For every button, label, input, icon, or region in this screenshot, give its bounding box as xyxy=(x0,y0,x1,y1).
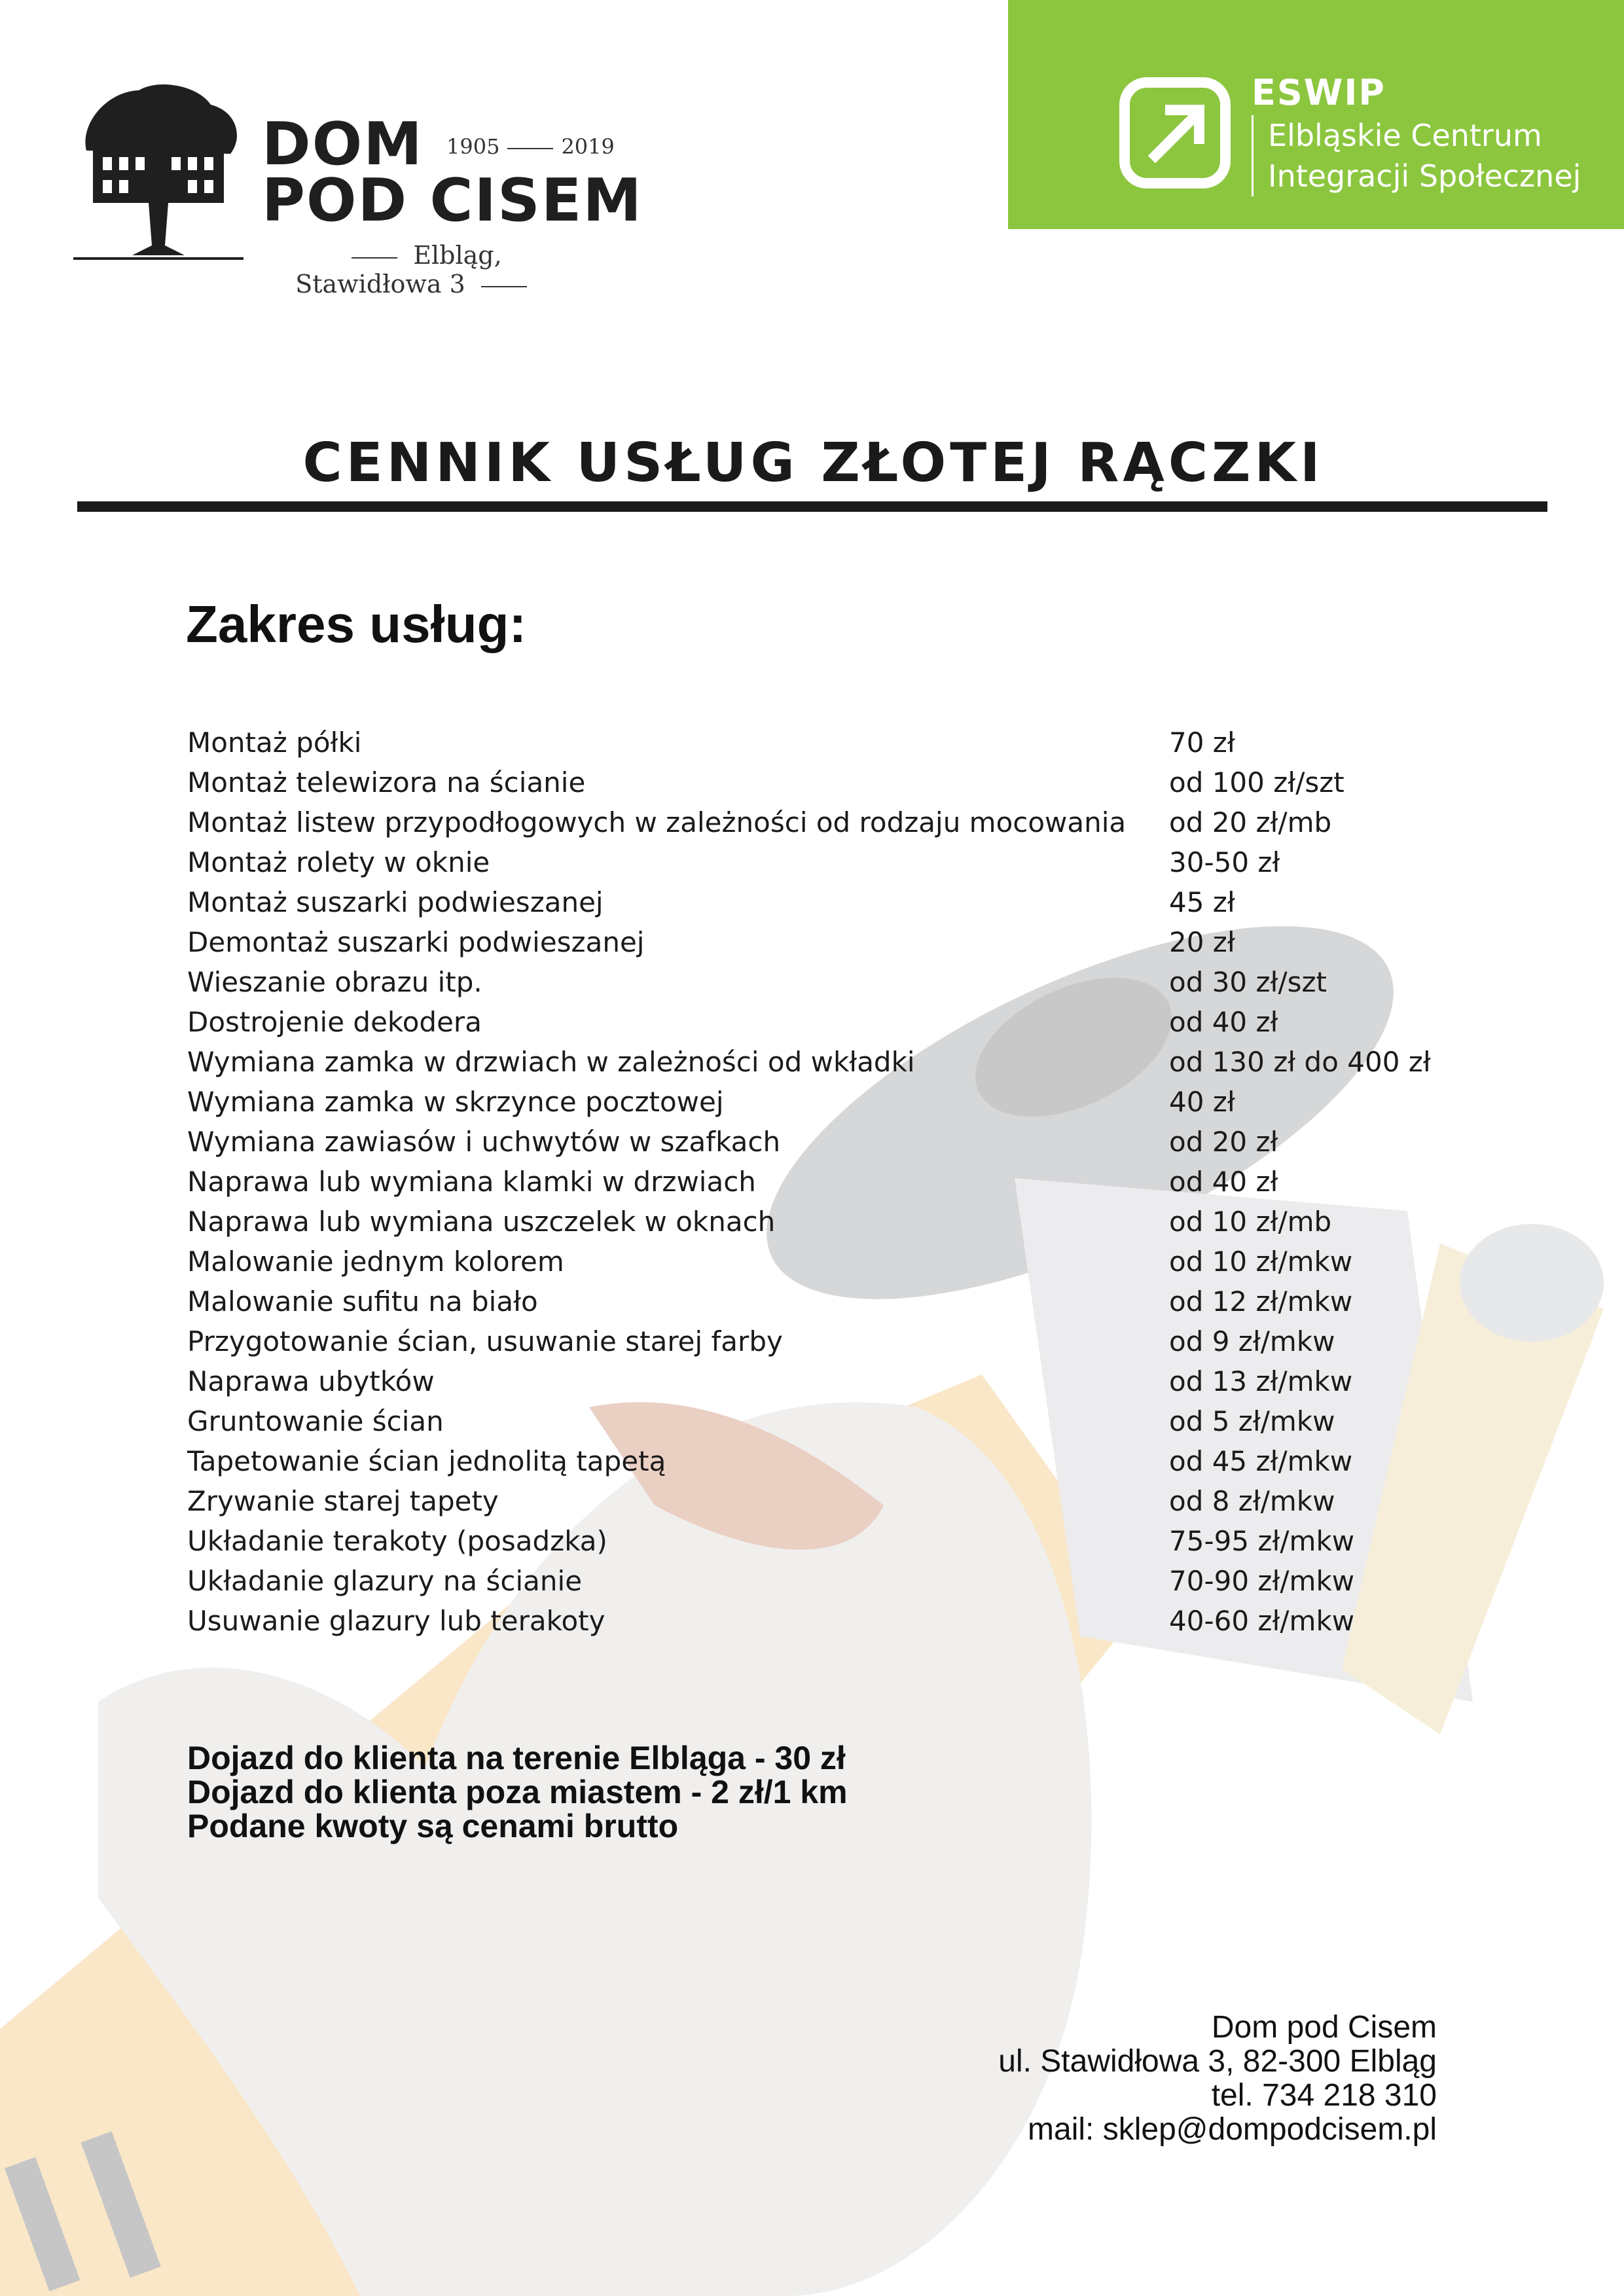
service-row xyxy=(187,1162,1496,1202)
brand-name-line1: DOM xyxy=(262,110,424,179)
service-row xyxy=(187,1002,1496,1042)
service-name: Usuwanie glazury lub terakoty xyxy=(187,1605,605,1637)
contact-name: Dom pod Cisem xyxy=(1211,2010,1437,2045)
title-underline-divider xyxy=(77,501,1547,512)
service-price: 20 zł xyxy=(1169,926,1235,958)
service-name: Dostrojenie dekodera xyxy=(187,1006,482,1038)
service-price: 40-60 zł/mkw xyxy=(1169,1605,1355,1637)
service-price: od 10 zł/mkw xyxy=(1169,1246,1353,1278)
service-row xyxy=(187,1122,1496,1162)
note-gross-prices: Podane kwoty są cenami brutto xyxy=(187,1808,679,1844)
note-travel-outside: Dojazd do klienta poza miastem - 2 zł/1 km xyxy=(187,1774,848,1810)
service-name: Układanie glazury na ścianie xyxy=(187,1565,583,1597)
contact-email[interactable]: mail: sklep@dompodcisem.pl xyxy=(1028,2112,1437,2147)
service-name: Wymiana zamka w skrzynce pocztowej xyxy=(187,1086,724,1118)
service-price: 45 zł xyxy=(1169,886,1235,918)
service-row xyxy=(187,1481,1496,1521)
pricing-notes xyxy=(187,1741,848,1843)
service-price: od 8 zł/mkw xyxy=(1169,1485,1335,1517)
service-row xyxy=(187,882,1496,922)
service-name: Montaż półki xyxy=(187,726,362,759)
service-row xyxy=(187,1082,1496,1122)
year-end: 2019 xyxy=(561,134,615,159)
contact-street: ul. Stawidłowa 3, 82-300 Elbląg xyxy=(998,2044,1437,2079)
service-price: 30-50 zł xyxy=(1169,846,1280,878)
service-row xyxy=(187,1042,1496,1082)
service-name: Wymiana zawiasów i uchwytów w szafkach xyxy=(187,1126,781,1158)
service-row xyxy=(187,1401,1496,1441)
contact-phone[interactable]: tel. 734 218 310 xyxy=(1211,2078,1437,2113)
service-price: od 13 zł/mkw xyxy=(1169,1365,1353,1397)
service-row xyxy=(187,922,1496,962)
service-name: Naprawa lub wymiana klamki w drzwiach xyxy=(187,1166,756,1198)
eswip-subtitle-line1: Elbląskie Centrum xyxy=(1268,118,1542,153)
services-price-list xyxy=(187,723,1496,1641)
service-name: Malowanie jednym kolorem xyxy=(187,1246,564,1278)
service-price: od 100 zł/szt xyxy=(1169,766,1344,798)
service-row xyxy=(187,842,1496,882)
service-name: Wieszanie obrazu itp. xyxy=(187,966,482,998)
service-price: od 130 zł do 400 zł xyxy=(1169,1046,1431,1078)
service-price: od 30 zł/szt xyxy=(1169,966,1327,998)
service-price: od 10 zł/mb xyxy=(1169,1206,1332,1238)
service-price: 70-90 zł/mkw xyxy=(1169,1565,1355,1597)
service-price: od 40 zł xyxy=(1169,1166,1278,1198)
service-row xyxy=(187,1601,1496,1641)
service-name: Gruntowanie ścian xyxy=(187,1405,444,1437)
service-name: Naprawa lub wymiana uszczelek w oknach xyxy=(187,1206,776,1238)
service-row xyxy=(187,1202,1496,1242)
service-row xyxy=(187,1561,1496,1601)
service-name: Montaż telewizora na ścianie xyxy=(187,766,586,798)
eswip-title: ESWIP xyxy=(1252,72,1386,113)
address-right-rule xyxy=(481,286,527,287)
service-price: od 20 zł/mb xyxy=(1169,806,1332,838)
service-row xyxy=(187,962,1496,1002)
year-start: 1905 xyxy=(446,134,500,159)
service-row xyxy=(187,1441,1496,1481)
eswip-logo-box xyxy=(1008,0,1624,229)
brand-name-line2: POD CISEM xyxy=(262,166,643,235)
service-price: od 5 zł/mkw xyxy=(1169,1405,1335,1437)
service-price: 75-95 zł/mkw xyxy=(1169,1525,1355,1557)
section-heading: Zakres usług: xyxy=(186,595,527,653)
page-title: CENNIK USŁUG ZŁOTEJ RĄCZKI xyxy=(302,432,1324,494)
brand-address xyxy=(262,241,576,298)
service-price: od 45 zł/mkw xyxy=(1169,1445,1353,1477)
service-price: od 12 zł/mkw xyxy=(1169,1285,1353,1318)
note-travel-city: Dojazd do klienta na terenie Elbląga - 30 zł xyxy=(187,1740,846,1776)
arrow-up-right-icon xyxy=(1119,77,1231,188)
service-row xyxy=(187,762,1496,802)
address-left-rule xyxy=(352,257,397,259)
service-row xyxy=(187,1521,1496,1561)
service-name: Malowanie sufitu na biało xyxy=(187,1285,538,1318)
brand-address-text: Elbląg, Stawidłowa 3 xyxy=(295,241,502,298)
service-name: Montaż suszarki podwieszanej xyxy=(187,886,604,918)
service-name: Montaż rolety w oknie xyxy=(187,846,490,878)
service-row xyxy=(187,1282,1496,1321)
eswip-subtitle-line2: Integracji Społecznej xyxy=(1268,158,1581,194)
service-name: Naprawa ubytków xyxy=(187,1365,435,1397)
service-name: Układanie terakoty (posadzka) xyxy=(187,1525,607,1557)
service-row xyxy=(187,1321,1496,1361)
eswip-subtitle xyxy=(1252,115,1581,196)
service-name: Demontaż suszarki podwieszanej xyxy=(187,926,645,958)
service-name: Zrywanie starej tapety xyxy=(187,1485,499,1517)
brand-years xyxy=(446,134,615,159)
service-name: Montaż listew przypodłogowych w zależności od rodzaju mocowania xyxy=(187,806,1127,838)
service-price: od 40 zł xyxy=(1169,1006,1278,1038)
service-row xyxy=(187,723,1496,762)
service-name: Tapetowanie ścian jednolitą tapetą xyxy=(187,1445,666,1477)
service-price: od 9 zł/mkw xyxy=(1169,1325,1335,1357)
service-row xyxy=(187,802,1496,842)
service-row xyxy=(187,1361,1496,1401)
contact-block xyxy=(851,2011,1437,2147)
tree-house-logo-icon xyxy=(73,79,244,262)
service-row xyxy=(187,1242,1496,1282)
service-price: 40 zł xyxy=(1169,1086,1235,1118)
service-price: od 20 zł xyxy=(1169,1126,1278,1158)
year-dash-divider xyxy=(507,148,553,149)
service-price: 70 zł xyxy=(1169,726,1235,759)
service-name: Wymiana zamka w drzwiach w zależności od wkładki xyxy=(187,1046,915,1078)
service-name: Przygotowanie ścian, usuwanie starej farby xyxy=(187,1325,783,1357)
